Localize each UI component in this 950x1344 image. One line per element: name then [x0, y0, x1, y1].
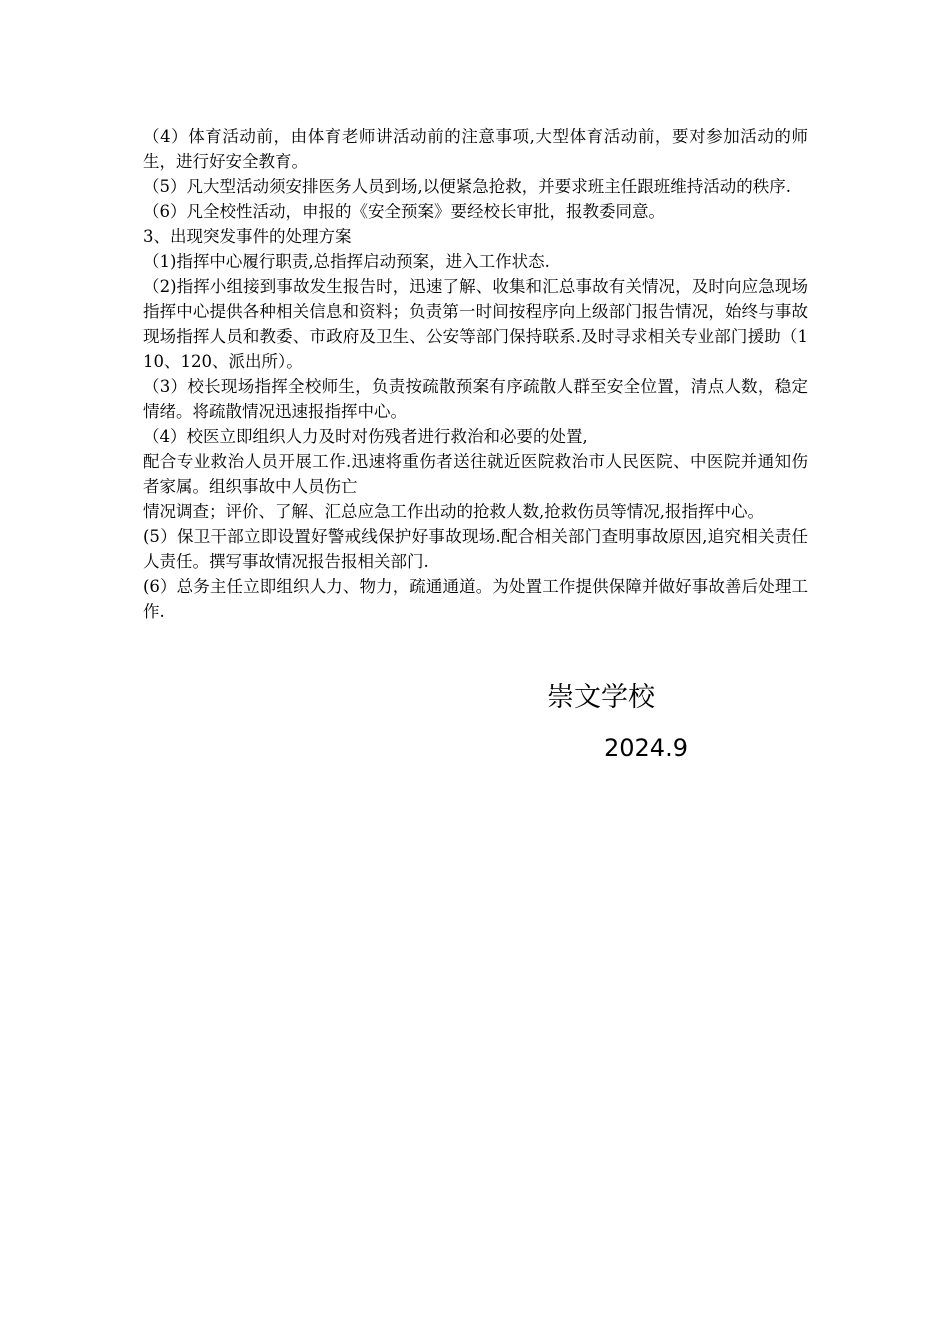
paragraph-medical-staff: （5）凡大型活动须安排医务人员到场,以便紧急抢救，并要求班主任跟班维持活动的秩序. — [143, 177, 791, 196]
paragraph-medical-cooperation: 配合专业救治人员开展工作.迅速将重伤者送往就近医院救治市人民医院、中医院并通知伤者家属。组织事故中人员伤亡 — [143, 452, 808, 496]
paragraph-security-cordon: (5）保卫干部立即设置好警戒线保护好事故现场.配合相关部门查明事故原因,追究相关责任人责任。撰写事故情况报告报相关部门. — [143, 527, 808, 571]
section-heading-emergency-plan: 3、出现突发事件的处理方案 — [143, 227, 352, 246]
paragraph-safety-plan-approval: （6）凡全校性活动，申报的《安全预案》要经校长审批，报教委同意。 — [143, 202, 665, 221]
signature-school-name: 崇文学校 — [547, 682, 655, 713]
paragraph-command-team: （2)指挥小组接到事故发生报告时，迅速了解、收集和汇总事故有关情况，及时向应急现场指挥中心提供各种相关信息和资料；负责第一时间按程序向上级部门报告情况，始终与事故现场指挥人员和教委、市政府及卫生、公安等部门保持联系.及时寻求相关专业部门援助（110、120、派出所）。 — [143, 277, 808, 371]
paragraph-school-doctor: （4）校医立即组织人力及时对伤残者进行救治和必要的处置, — [143, 427, 588, 446]
document-body — [143, 124, 808, 624]
paragraph-casualty-survey: 情况调查；评价、了解、汇总应急工作出动的抢救人数,抢救伤员等情况,报指挥中心。 — [143, 502, 764, 521]
paragraph-sports-safety: （4）体育活动前，由体育老师讲活动前的注意事项,大型体育活动前，要对参加活动的师生，进行好安全教育。 — [143, 127, 808, 171]
signature-date: 2024.9 — [604, 734, 688, 762]
paragraph-command-center: （1)指挥中心履行职责,总指挥启动预案，进入工作状态. — [143, 252, 550, 271]
paragraph-principal-evacuation: （3）校长现场指挥全校师生，负责按疏散预案有序疏散人群至安全位置，清点人数，稳定情绪。将疏散情况迅速报指挥中心。 — [143, 377, 808, 421]
paragraph-general-affairs: (6）总务主任立即组织人力、物力，疏通通道。为处置工作提供保障并做好事故善后处理工作. — [143, 577, 808, 621]
